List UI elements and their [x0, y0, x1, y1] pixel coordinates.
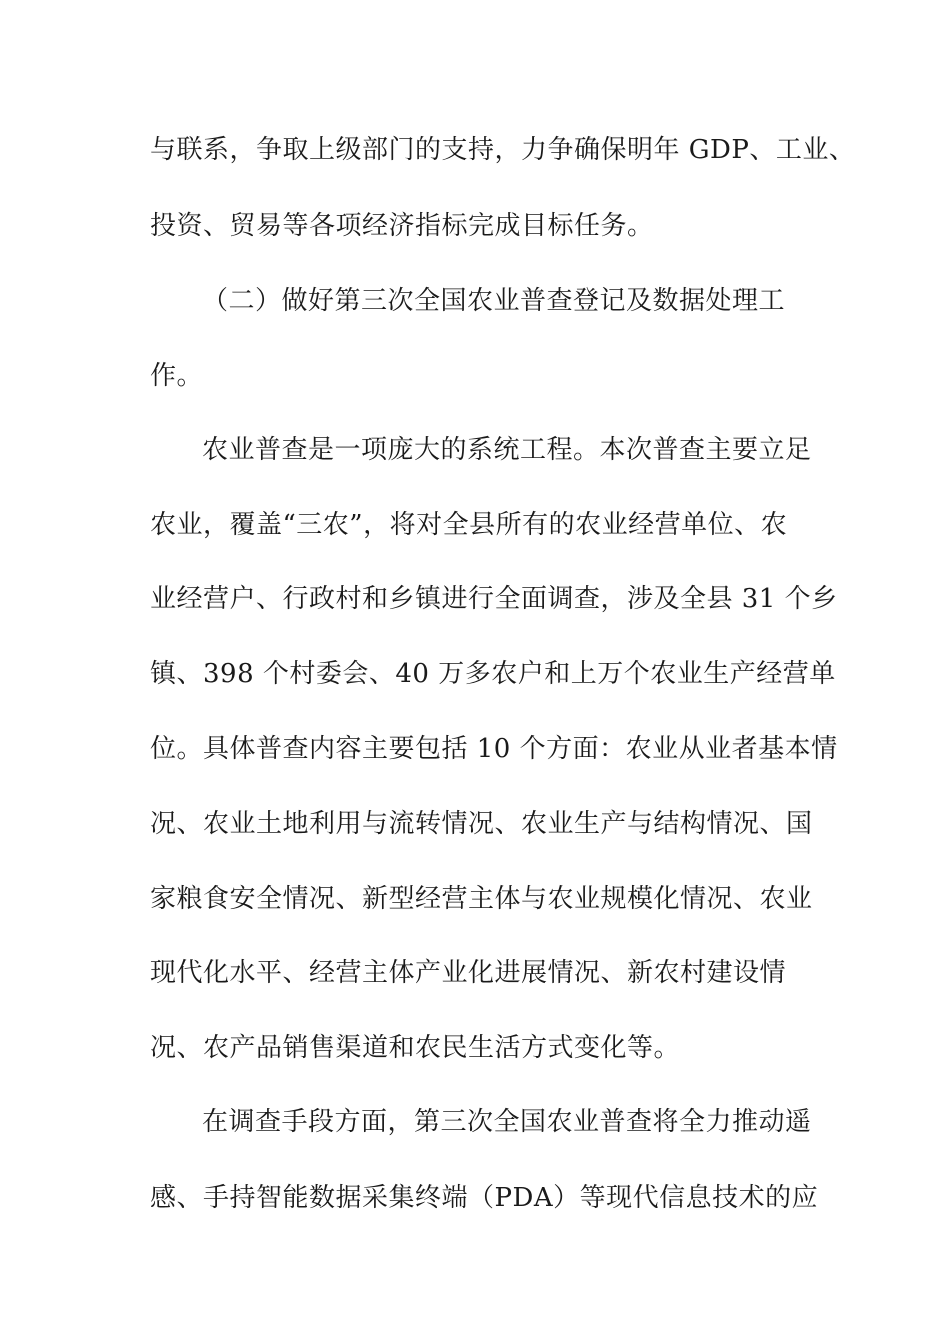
paragraph-line: 现代化水平、经营主体产业化进展情况、新农村建设情 — [150, 958, 787, 988]
paragraph-line: 感、手持智能数据采集终端（PDA）等现代信息技术的应 — [150, 1183, 819, 1213]
section-heading: （二）做好第三次全国农业普查登记及数据处理工 — [202, 286, 786, 316]
paragraph-line: 镇、398 个村委会、40 万多农户和上万个农业生产经营单 — [150, 659, 836, 689]
paragraph-line: 农业普查是一项庞大的系统工程。本次普查主要立足 — [202, 435, 812, 465]
paragraph-line: 投资、贸易等各项经济指标完成目标任务。 — [150, 211, 654, 241]
paragraph-line: 在调查手段方面，第三次全国农业普查将全力推动遥 — [202, 1107, 812, 1137]
paragraph-line: 家粮食安全情况、新型经营主体与农业规模化情况、农业 — [150, 884, 813, 914]
section-heading-continuation: 作。 — [150, 361, 204, 391]
paragraph-line: 与联系，争取上级部门的支持，力争确保明年 GDP、工业、 — [150, 135, 856, 165]
paragraph-line: 况、农业土地利用与流转情况、农业生产与结构情况、国 — [150, 809, 813, 839]
paragraph-line: 业经营户、行政村和乡镇进行全面调查，涉及全县 31 个乡 — [150, 584, 838, 614]
paragraph-line: 位。具体普查内容主要包括 10 个方面：农业从业者基本情 — [150, 734, 838, 764]
paragraph-line: 农业，覆盖“三农”，将对全县所有的农业经营单位、农 — [150, 510, 788, 540]
paragraph-line: 况、农产品销售渠道和农民生活方式变化等。 — [150, 1033, 681, 1063]
